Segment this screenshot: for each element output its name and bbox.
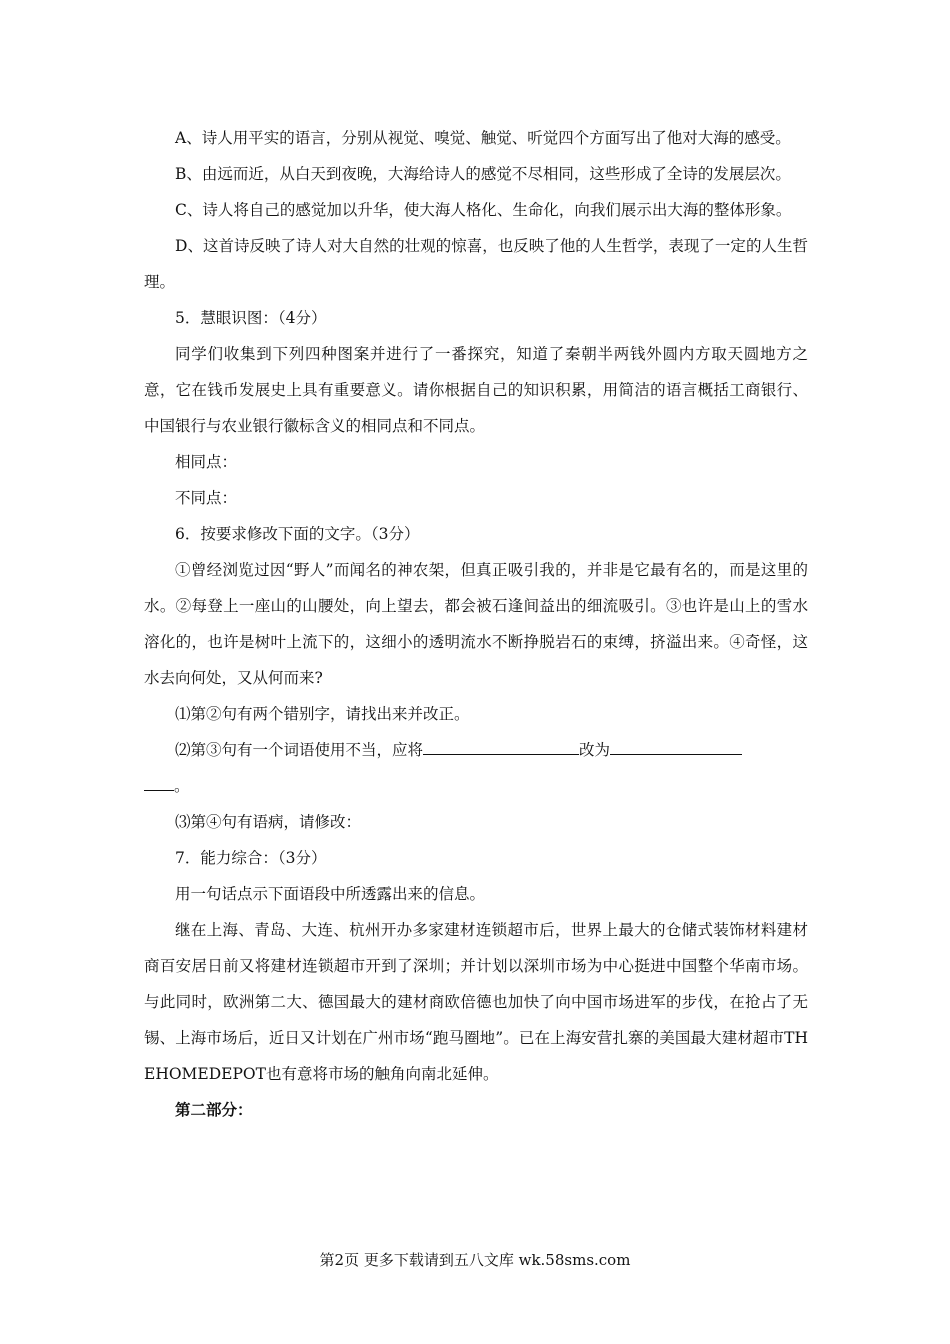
answer-blank-2[interactable] xyxy=(610,736,742,755)
question-5-body: 同学们收集到下列四种图案并进行了一番探究，知道了秦朝半两钱外圆内方取天圆地方之意，它在钱币发展史上具有重要意义。请你根据自己的知识积累，用简洁的语言概括工商银行、中国银行与农业银行徽标含义的相同点和不同点。 xyxy=(144,345,808,435)
question-6-sub-2-continuation xyxy=(144,768,808,804)
option-d: D、这首诗反映了诗人对大自然的壮观的惊喜，也反映了他的人生哲学，表现了一定的人生哲理。 xyxy=(144,237,808,291)
question-7-passage: 继在上海、青岛、大连、杭州开办多家建材连锁超市后，世界上最大的仓储式装饰材料建材商百安居日前又将建材连锁超市开到了深圳；并计划以深圳市场为中心挺进中国整个华南市场。与此同时，欧洲第二大、德国最大的建材商欧倍德也加快了向中国市场进军的步伐，在抢占了无锡、上海市场后，近日又计划在广州市场“跑马圈地”。已在上海安营扎寨的美国最大建材超市THEHOMEDEPOT也有意将市场的触角向南北延伸。 xyxy=(144,921,808,1083)
question-5-heading: 5．慧眼识图：（4分） xyxy=(175,309,327,327)
question-6-passage: ①曾经浏览过因“野人”而闻名的神农架，但真正吸引我的，并非是它最有名的，而是这里的水。②每登上一座山的山腰处，向上望去，都会被石逢间益出的细流吸引。③也许是山上的雪水溶化的，也许是树叶上流下的，这细小的透明流水不断挣脱岩石的束缚，挤溢出来。④奇怪，这水去向何处，又从何而来? xyxy=(144,561,808,687)
option-b: B、由远而近，从白天到夜晚，大海给诗人的感觉不尽相同，这些形成了全诗的发展层次。 xyxy=(175,165,791,183)
question-6-sub-1: ⑴第②句有两个错别字，请找出来并改正。 xyxy=(175,705,470,723)
answer-blank-2-continued[interactable] xyxy=(144,772,174,791)
sub-2-end: 。 xyxy=(174,777,190,795)
question-7-instruction: 用一句话点示下面语段中所透露出来的信息。 xyxy=(175,885,486,903)
option-c: C、诗人将自己的感觉加以升华，使大海人格化、生命化，向我们展示出大海的整体形象。 xyxy=(175,201,792,219)
same-points-label: 相同点： xyxy=(175,453,238,471)
part-two-heading: 第二部分： xyxy=(175,1100,253,1119)
page-footer: 第2页 更多下载请到五八文库 wk.58sms.com xyxy=(319,1251,631,1269)
option-a: A、诗人用平实的语言，分别从视觉、嗅觉、触觉、听觉四个方面写出了他对大海的感受。 xyxy=(175,129,791,147)
question-6-sub-3: ⑶第④句有语病，请修改： xyxy=(175,813,362,831)
different-points-label: 不同点： xyxy=(175,489,238,507)
sub-2-text-a: ⑵第③句有一个词语使用不当，应将 xyxy=(175,741,424,759)
sub-2-text-b: 改为 xyxy=(579,741,611,759)
question-6-heading: 6．按要求修改下面的文字。（3分） xyxy=(175,525,420,543)
question-6-sub-2 xyxy=(144,732,808,768)
answer-blank-1[interactable] xyxy=(423,736,579,755)
question-7-heading: 7．能力综合：（3分） xyxy=(175,849,327,867)
document-content xyxy=(144,120,808,1128)
